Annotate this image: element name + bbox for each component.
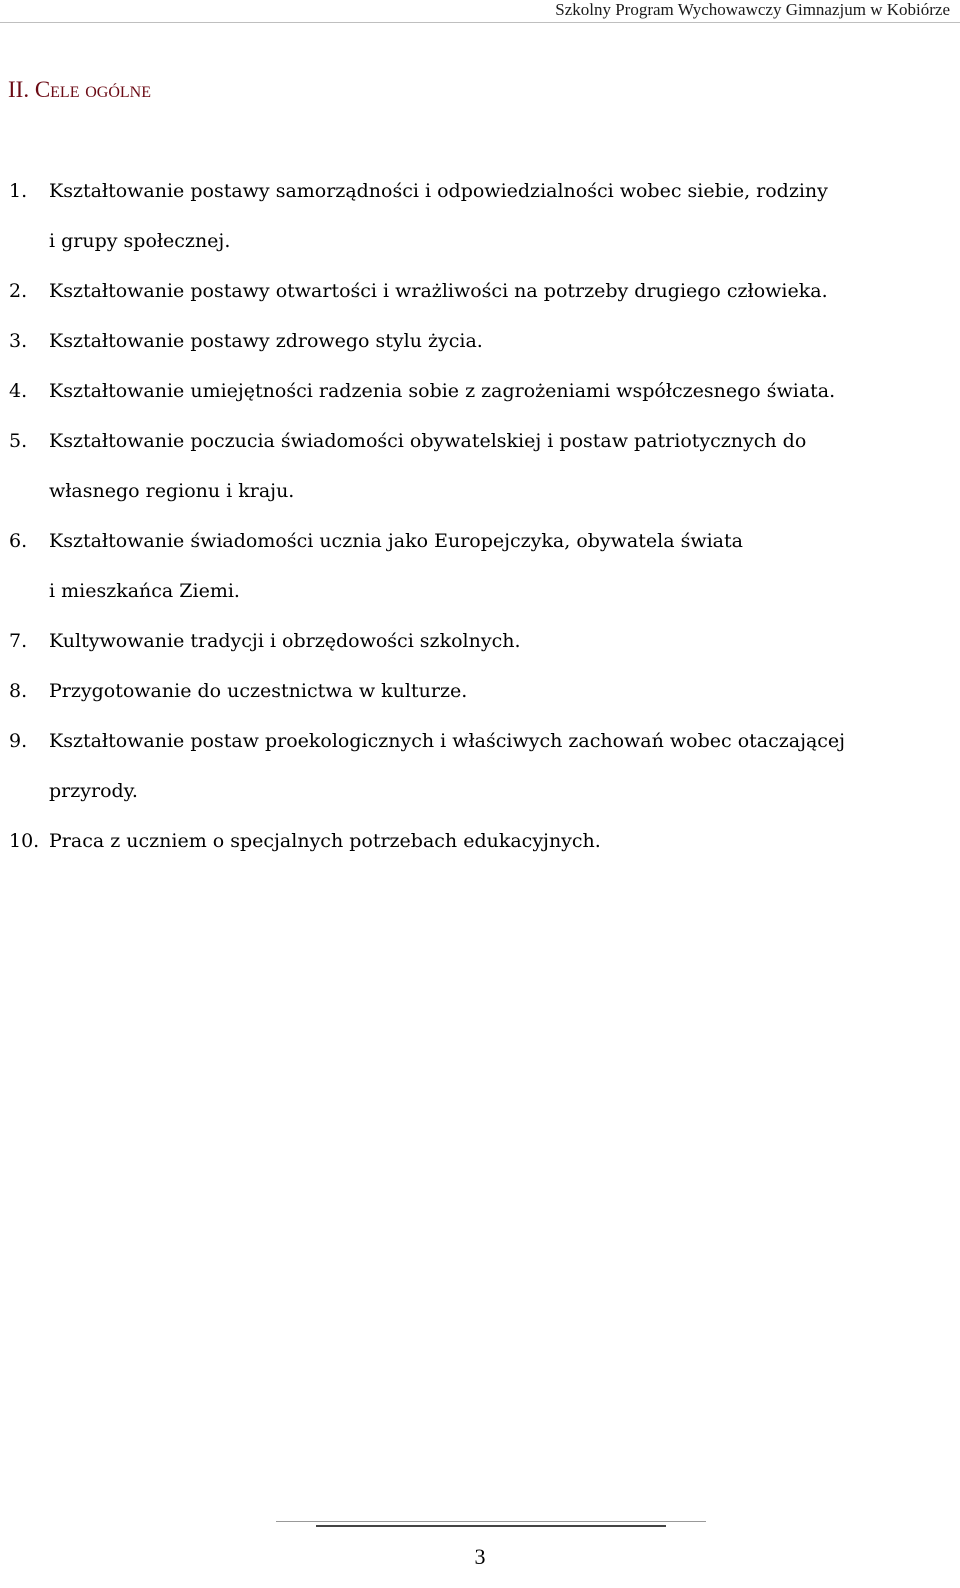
list-item (0, 366, 949, 416)
list-item (0, 166, 949, 266)
section-title: II. Cele ogólne (8, 77, 151, 102)
list-item-text: Kształtowanie poczucia świadomości obywatelskiej i postaw patriotycznych do własnego regionu i kraju. (49, 430, 807, 502)
list-item-text: Kultywowanie tradycji i obrzędowości szkolnych. (49, 630, 521, 652)
footer-rule-thin (276, 1521, 706, 1522)
list-item-text: Kształtowanie postawy otwartości i wrażliwości na potrzeby drugiego człowieka. (49, 280, 828, 302)
footer-rule-thick (316, 1525, 666, 1527)
list-item (0, 666, 949, 716)
list-item-number: 9. (9, 730, 28, 752)
list-item-number: 7. (9, 630, 28, 652)
list-item (0, 816, 949, 866)
list-item-number: 1. (9, 180, 28, 202)
list-item-number: 6. (9, 530, 28, 552)
list-item-number: 3. (9, 330, 28, 352)
list-item-number: 5. (9, 430, 28, 452)
list-item-text: Przygotowanie do uczestnictwa w kulturze. (49, 680, 468, 702)
footer-divider (276, 1521, 706, 1531)
list-item-number: 2. (9, 280, 28, 302)
list-item (0, 316, 949, 366)
list-item-text: Kształtowanie świadomości ucznia jako Europejczyka, obywatela świata i mieszkańca Ziemi. (49, 530, 743, 602)
list-item-text: Kształtowanie postaw proekologicznych i właściwych zachowań wobec otaczającej przyrody. (49, 730, 846, 802)
goals-list (0, 166, 960, 866)
list-item-text: Kształtowanie postawy samorządności i odpowiedzialności wobec siebie, rodziny i grupy społecznej. (49, 180, 828, 252)
header-divider (0, 22, 960, 23)
list-item-text: Kształtowanie umiejętności radzenia sobie z zagrożeniami współczesnego świata. (49, 380, 836, 402)
list-item (0, 416, 949, 516)
list-item (0, 516, 949, 616)
list-item (0, 616, 949, 666)
list-item-text: Kształtowanie postawy zdrowego stylu życia. (49, 330, 483, 352)
running-header: Szkolny Program Wychowawczy Gimnazjum w Kobiórze (555, 0, 950, 19)
list-item-number: 4. (9, 380, 28, 402)
list-item-text: Praca z uczniem o specjalnych potrzebach edukacyjnych. (49, 830, 601, 852)
page-number: 3 (474, 1544, 486, 1569)
list-item-number: 10. (9, 830, 40, 852)
list-item (0, 266, 949, 316)
list-item (0, 716, 949, 816)
list-item-number: 8. (9, 680, 28, 702)
